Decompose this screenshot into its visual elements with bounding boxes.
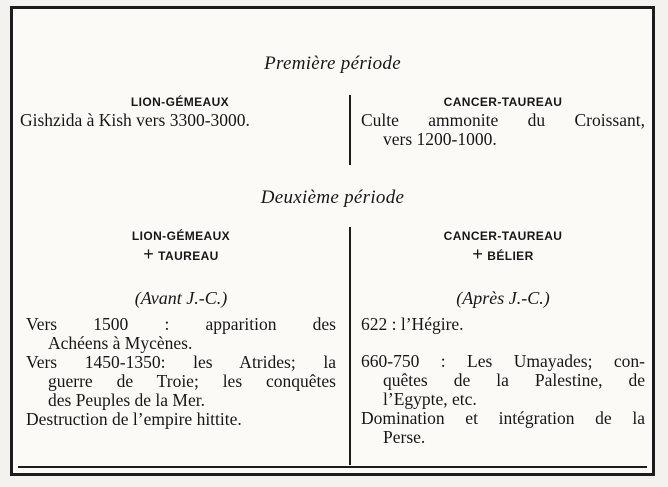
column-divider-1 [349, 95, 351, 165]
sign-belier: BÉLIER [487, 249, 534, 263]
event-perse-line2: Perse. [383, 427, 426, 447]
table-inner [18, 15, 647, 468]
event-660-line2: quêtes de la Palestine, de [383, 370, 645, 390]
event-660-line1: 660-750 : Les Umayades; con- [361, 351, 645, 371]
period-1-right [361, 93, 645, 149]
column-divider-2 [349, 227, 351, 465]
sign-cancer-taureau: CANCER-TAUREAU [443, 229, 563, 243]
period-1-title: Première période [264, 53, 401, 74]
table-frame [10, 6, 655, 476]
period-2-title: Deuxième période [260, 187, 405, 208]
plus-sign: + [472, 244, 484, 264]
event-660-line3: l’Egypte, etc. [383, 389, 477, 409]
event-1450-line1: Vers 1450-1350: les Atrides; la [26, 352, 336, 372]
era-after-christ: (Après J.-C.) [456, 288, 550, 308]
period-1-right-line1: Culte ammonite du Croissant, [361, 110, 645, 130]
event-1450-line2: guerre de Troie; les conquêtes [48, 371, 336, 391]
period-1-right-line2: vers 1200-1000. [383, 129, 497, 149]
event-1450-line3: des Peuples de la Mer. [48, 390, 205, 410]
period-1-left [20, 93, 340, 130]
event-perse-line1: Domination et intégration de la [361, 408, 645, 428]
event-hittite: Destruction de l’empire hittite. [26, 409, 242, 429]
period-2-left [26, 227, 336, 429]
sign-cancer-taureau: CANCER-TAUREAU [443, 95, 563, 109]
era-before-christ: (Avant J.-C.) [134, 288, 228, 308]
event-622: 622 : l’Hégire. [361, 314, 464, 334]
sign-lion-gemeaux: LION-GÉMEAUX [131, 229, 231, 243]
sign-taureau: TAUREAU [158, 249, 219, 263]
event-1500-line1: Vers 1500 : apparition des [26, 314, 336, 334]
period-1-left-text: Gishzida à Kish vers 3300-3000. [20, 110, 250, 130]
sign-lion-gemeaux: LION-GÉMEAUX [130, 95, 230, 109]
period-2-right [361, 227, 645, 447]
event-1500-line2: Achéens à Mycènes. [48, 333, 193, 353]
plus-sign: + [143, 244, 155, 264]
